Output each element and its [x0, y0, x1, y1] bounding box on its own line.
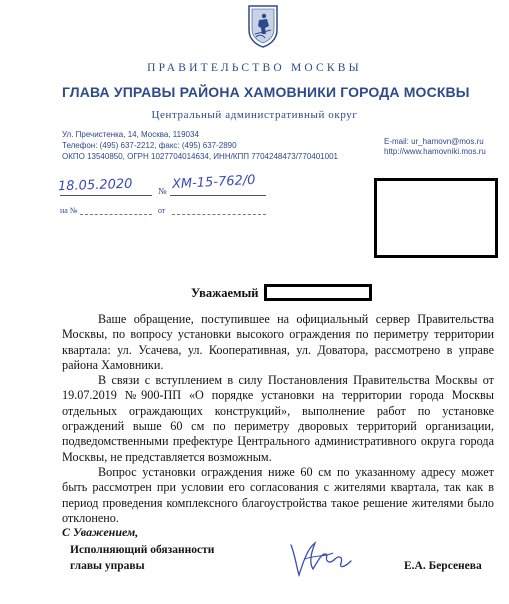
letter-body	[62, 312, 494, 526]
number-sign: №	[158, 186, 167, 196]
letter-paragraph: Ваше обращение, поступившее на официальный сервер Правительства Москвы, по вопросу установки высокого ограждения по периметру территории квартала: ул. Усачева, ул. Кооперативная, ул. Доватора, рассмотрено в управе района Хамовники.	[62, 312, 494, 372]
reference-number-line	[80, 214, 152, 215]
registration-ids-line: ОКПО 13540850, ОГРН 1027704014634, ИНН/КПП 7704248473/770401001	[62, 152, 338, 161]
outgoing-number: ХМ-15-762/0	[171, 172, 256, 193]
email-line: E-mail: ur_hamovn@mos.ru	[384, 137, 484, 146]
signer-name: Е.А. Берсенева	[404, 560, 482, 572]
redacted-recipient-name	[264, 284, 372, 301]
redacted-recipient-block	[374, 178, 498, 258]
moscow-coat-of-arms-icon	[247, 4, 279, 48]
greeting: Уважаемый	[191, 286, 259, 300]
number-underline	[170, 195, 266, 196]
handwritten-signature	[285, 535, 355, 581]
district-name: Центральный административный округ	[151, 109, 358, 121]
website-line: http://www.hamovniki.mos.ru	[384, 147, 486, 156]
address-line: Ул. Пречистенка, 14, Москва, 119034	[62, 130, 199, 139]
signer-position-line2: главы управы	[70, 560, 145, 572]
government-title: ПРАВИТЕЛЬСТВО МОСКВЫ	[147, 62, 362, 74]
letter-paragraph: Вопрос установки ограждения ниже 60 см по указанному адресу может быть рассмотрен при условии его согласования с жителями квартала, так как в период проведения комплексного благоустройства такое решение жителями было отклонено.	[62, 464, 494, 525]
head-of-district-title: ГЛАВА УПРАВЫ РАЙОНА ХАМОВНИКИ ГОРОДА МОСКВЫ	[62, 84, 470, 100]
signer-position-line1: Исполняющий обязанности	[70, 544, 215, 556]
outgoing-date: 18.05.2020	[57, 176, 133, 195]
date-underline	[60, 195, 152, 196]
reference-date-line	[172, 214, 266, 215]
reference-date-label: от	[158, 206, 166, 215]
letter-paragraph: В связи с вступлением в силу Постановления Правительства Москвы от 19.07.2019 №900-ПП «О порядке установки на территории города Москвы отдельных ограждающих конструкций», выполнение работ по установке ограждений выше 60 см по периметру дворовых территорий организации, подведомственными префектуре Центрального административного округа города Москвы, не представляется возможным.	[62, 373, 494, 464]
reference-number-label: на №	[60, 206, 78, 215]
closing-phrase: С Уважением,	[62, 525, 139, 539]
phone-line: Телефон: (495) 637-2212, факс: (495) 637-2890	[62, 141, 237, 150]
